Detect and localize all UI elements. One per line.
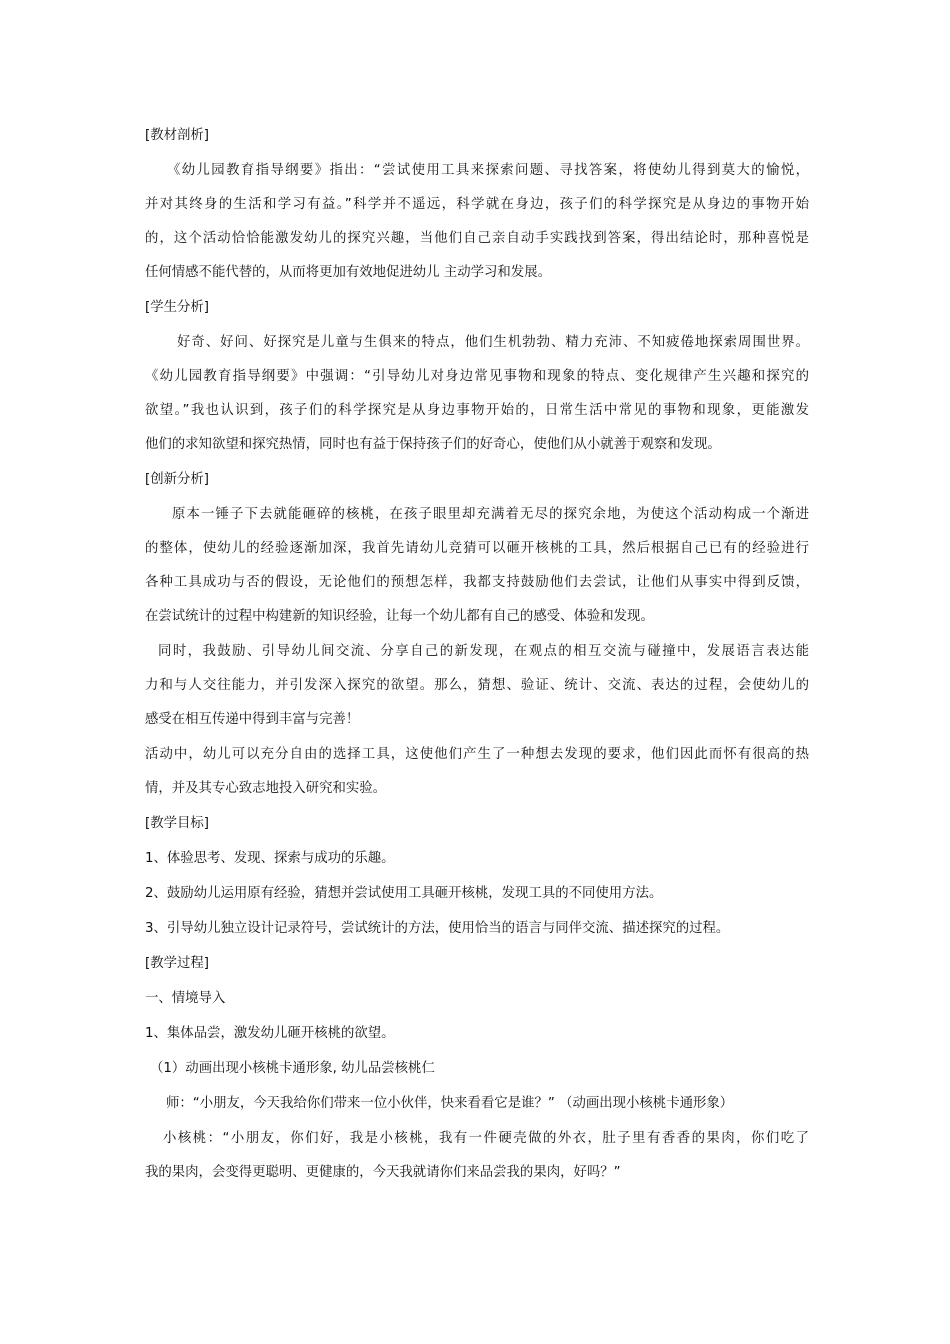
section-heading-teaching-goals: [教学目标] xyxy=(145,816,210,831)
goal-item: 3、引导幼儿独立设计记录符号，尝试统计的方法，使用恰当的语言与同伴交流、描述探究的过程。 xyxy=(145,921,730,936)
paragraph-line: 力和与人交往能力，并引发深入探究的欲望。那么，猜想、验证、统计、交流、表达的过程，会使幼儿的 xyxy=(145,678,809,693)
goal-item: 1、体验思考、发现、探索与成功的乐趣。 xyxy=(145,851,395,866)
paragraph-line: 《幼儿园教育指导纲要》指出：“尝试使用工具来探索问题、寻找答案，将使幼儿得到莫大的愉悦， xyxy=(167,163,809,178)
paragraph-line: 原本一锤子下去就能砸碎的核桃，在孩子眼里却充满着无尽的探究余地，为使这个活动构成一个渐进 xyxy=(172,507,809,522)
paragraph-innovation-3 xyxy=(145,743,809,800)
process-step-heading: 一、情境导入 xyxy=(145,991,226,1006)
section-heading-teaching-process: [教学过程] xyxy=(145,956,210,971)
process-substep: 1、集体品尝，激发幼儿砸开核桃的欲望。 xyxy=(145,1026,395,1041)
paragraph-textbook-analysis xyxy=(145,159,809,284)
paragraph-line: 并对其终身的生活和学习有益。”科学并不遥远，科学就在身边，孩子们的科学探究是从身边的事物开始 xyxy=(145,197,809,212)
paragraph-line: 同时，我鼓励、引导幼儿间交流、分享自己的新发现，在观点的相互交流与碰撞中，发展语言表达能 xyxy=(158,644,809,659)
section-heading-student-analysis: [学生分析] xyxy=(145,300,210,315)
paragraph-innovation-1 xyxy=(145,503,809,628)
process-substep-detail: （1）动画出现小核桃卡通形象, 幼儿品尝核桃仁 xyxy=(150,1061,435,1076)
paragraph-line: 我的果肉，会变得更聪明、更健康的，今天我就请你们来品尝我的果肉，好吗？” xyxy=(145,1165,621,1180)
section-heading-innovation-analysis: [创新分析] xyxy=(145,472,210,487)
section-heading-textbook-analysis: [教材剖析] xyxy=(145,128,210,143)
paragraph-innovation-2 xyxy=(145,640,809,731)
paragraph-line: 好奇、好问、好探究是儿童与生俱来的特点，他们生机勃勃、精力充沛、不知疲倦地探索周围世界。 xyxy=(177,335,809,350)
paragraph-line: 《幼儿园教育指导纲要》中强调：“引导幼儿对身边常见事物和现象的特点、变化规律产生兴趣和探究的 xyxy=(145,369,809,384)
paragraph-line: 各种工具成功与否的假设，无论他们的预想怎样，我都支持鼓励他们去尝试，让他们从事实中得到反馈， xyxy=(145,575,809,590)
paragraph-line: 的，这个活动恰恰能激发幼儿的探究兴趣，当他们自己亲自动手实践找到答案，得出结论时，那种喜悦是 xyxy=(145,231,809,246)
document-body xyxy=(145,124,809,1196)
paragraph-line: 小核桃：“小朋友，你们好，我是小核桃，我有一件硬壳做的外衣，肚子里有香香的果肉，你们吃了 xyxy=(163,1131,809,1146)
paragraph-line: 活动中，幼儿可以充分自由的选择工具，这使他们产生了一种想去发现的要求，他们因此而怀有很高的热 xyxy=(145,747,809,762)
walnut-dialogue xyxy=(145,1127,809,1184)
paragraph-line: 在尝试统计的过程中构建新的知识经验，让每一个幼儿都有自己的感受、体验和发现。 xyxy=(145,609,654,624)
paragraph-line: 的整体，使幼儿的经验逐渐加深，我首先请幼儿竞猜可以砸开核桃的工具，然后根据自己已有的经验进行 xyxy=(145,541,809,556)
paragraph-line: 他们的求知欲望和探究热情，同时也有益于保持孩子们的好奇心，使他们从小就善于观察和发现。 xyxy=(145,437,721,452)
goal-item: 2、鼓励幼儿运用原有经验，猜想并尝试使用工具砸开核桃，发现工具的不同使用方法。 xyxy=(145,886,663,901)
teacher-dialogue: 师：“小朋友，今天我给你们带来一位小伙伴，快来看看它是谁？” （动画出现小核桃卡通形象） xyxy=(166,1096,734,1111)
paragraph-line: 任何情感不能代替的，从而将更加有效地促进幼儿 主动学习和发展。 xyxy=(145,265,551,280)
paragraph-student-analysis xyxy=(145,331,809,456)
paragraph-line: 欲望。”我也认识到，孩子们的科学探究是从身边事物开始的，日常生活中常见的事物和现象，更能激发 xyxy=(145,403,809,418)
paragraph-line: 感受在相互传递中得到丰富与完善！ xyxy=(145,712,360,727)
paragraph-line: 情，并及其专心致志地投入研究和实验。 xyxy=(145,781,387,796)
